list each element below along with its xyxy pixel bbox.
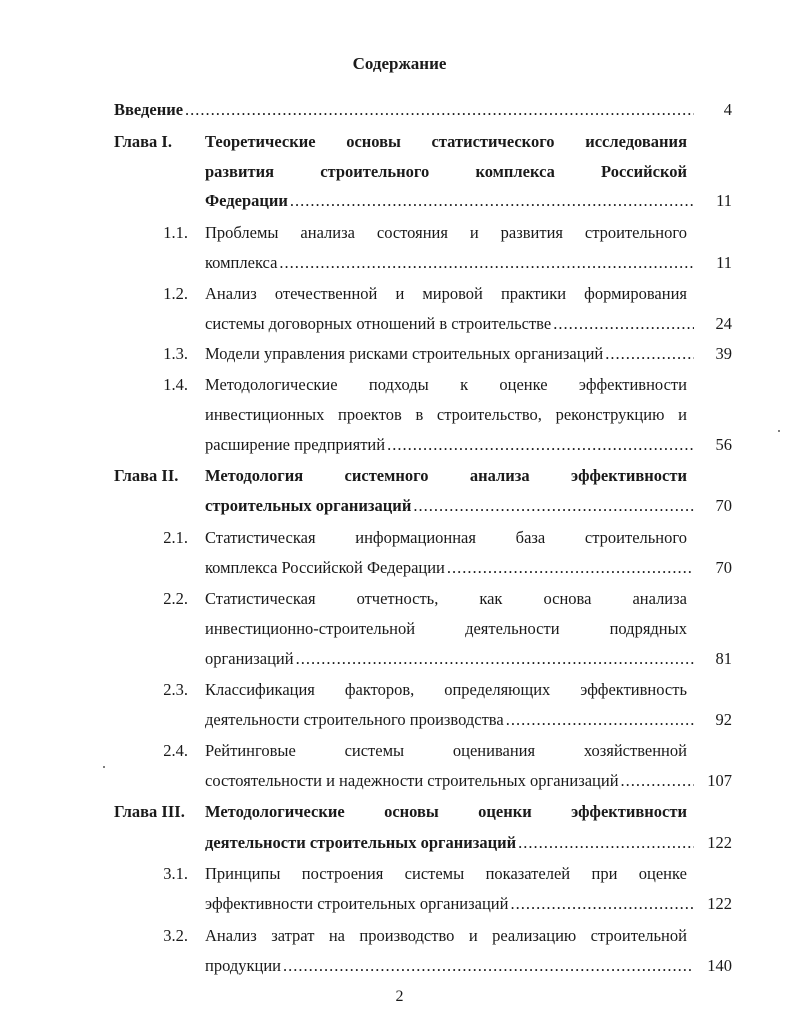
toc-title-line <box>205 862 687 886</box>
word: и <box>469 223 479 242</box>
word: и <box>395 284 405 303</box>
toc-title-line <box>205 678 687 702</box>
word: инвестиционно-строительной <box>205 619 416 638</box>
toc-leader <box>114 98 694 122</box>
word: Теоретические <box>205 132 316 151</box>
word: подрядных <box>609 619 687 638</box>
toc-leader <box>205 954 694 978</box>
toc-page: 122 <box>707 894 732 913</box>
toc-title: состоятельности и надежности строительных организаций <box>205 771 619 790</box>
toc-entry-intro[interactable] <box>0 98 799 122</box>
word: основа <box>543 589 592 608</box>
section-number: 1.4. <box>163 375 188 394</box>
chapter-label: Глава III. <box>114 802 185 821</box>
toc-entry-3-2[interactable] <box>0 924 799 948</box>
section-number: 2.2. <box>163 589 188 608</box>
word: при <box>591 864 618 883</box>
word: строительного <box>320 162 430 181</box>
word: практики <box>500 284 567 303</box>
toc-title: деятельности строительного производства <box>205 710 504 729</box>
toc-entry-3-2-line2 <box>0 954 799 978</box>
toc-title-line <box>205 617 687 641</box>
toc-entry-3-1-line2 <box>0 892 799 916</box>
word: деятельности <box>465 619 560 638</box>
toc-page: 140 <box>707 956 732 975</box>
section-number: 3.2. <box>163 926 188 945</box>
word: реконструкцию <box>555 405 665 424</box>
word: системного <box>344 466 429 485</box>
word: строительного <box>584 528 687 547</box>
word: как <box>479 589 503 608</box>
word: статистического <box>431 132 555 151</box>
word: Методология <box>205 466 304 485</box>
toc-entry-3-1[interactable] <box>0 862 799 886</box>
word: Проблемы <box>205 223 279 242</box>
word: и <box>468 926 478 945</box>
toc-page: 24 <box>715 314 732 333</box>
word: эффективности <box>571 802 687 821</box>
toc-title-line <box>205 526 687 550</box>
section-number: 3.1. <box>163 864 188 883</box>
toc-leader <box>205 556 694 580</box>
toc-entry-chapter-2-line2 <box>0 494 799 518</box>
toc-page: 11 <box>716 253 732 272</box>
toc-page: 122 <box>707 833 732 852</box>
toc-title-line <box>205 282 687 306</box>
word: реализацию <box>492 926 577 945</box>
word: в <box>415 405 424 424</box>
toc-leader <box>205 433 694 457</box>
word: анализа <box>469 466 530 485</box>
word: анализа <box>300 223 355 242</box>
toc-entry-1-2-line2 <box>0 312 799 336</box>
toc-leader <box>205 189 694 213</box>
word: инвестиционных <box>205 405 325 424</box>
word: Методологические <box>205 802 345 821</box>
word: эффективности <box>578 375 687 394</box>
toc-title: Введение <box>114 100 184 119</box>
toc-title-line <box>205 221 687 245</box>
toc-entry-1-1[interactable] <box>0 221 799 245</box>
toc-title: деятельности строительных организаций <box>205 833 517 852</box>
toc-leader <box>205 494 694 518</box>
word: основы <box>346 132 401 151</box>
page-number: 2 <box>395 988 404 1005</box>
toc-page: 81 <box>715 649 732 668</box>
toc-entry-1-3[interactable] <box>0 342 799 366</box>
toc-page: 11 <box>716 191 732 210</box>
toc-title-line <box>205 130 687 154</box>
word: эффективности <box>571 466 687 485</box>
toc-entry-1-4[interactable] <box>0 373 799 397</box>
toc-title-line <box>205 464 687 488</box>
toc-entry-1-2[interactable] <box>0 282 799 306</box>
toc-entry-1-1-line2 <box>0 251 799 275</box>
toc-title: продукции <box>205 956 282 975</box>
toc-entry-chapter-1[interactable] <box>0 130 799 154</box>
word: анализа <box>632 589 687 608</box>
section-number: 1.2. <box>163 284 188 303</box>
word: затрат <box>271 926 315 945</box>
word: Статистическая <box>205 528 316 547</box>
toc-title: комплекса <box>205 253 278 272</box>
toc-entry-2-2-line3 <box>0 647 799 671</box>
toc-page: 39 <box>715 344 732 363</box>
toc-title: системы договорных отношений в строительстве <box>205 314 552 333</box>
word: определяющих <box>444 680 551 699</box>
word: оценке <box>499 375 548 394</box>
word: проектов <box>338 405 402 424</box>
scan-speck <box>778 430 780 432</box>
chapter-label: Глава I. <box>114 132 172 151</box>
toc-entry-chapter-3[interactable] <box>0 800 799 824</box>
word: Классификация <box>205 680 315 699</box>
word: производство <box>359 926 455 945</box>
toc-page: 92 <box>715 710 732 729</box>
word: строительного <box>584 223 687 242</box>
word: Принципы <box>205 864 281 883</box>
word: системы <box>344 741 405 760</box>
word: на <box>328 926 345 945</box>
word: оценки <box>478 802 532 821</box>
word: и <box>678 405 687 424</box>
word: факторов, <box>344 680 415 699</box>
word: основы <box>384 802 439 821</box>
word: развития <box>205 162 275 181</box>
toc-page: 70 <box>715 496 732 515</box>
toc-title: комплекса Российской Федерации <box>205 558 445 577</box>
word: Анализ <box>205 284 257 303</box>
toc-leader <box>205 342 694 366</box>
section-number: 1.3. <box>163 344 188 363</box>
word: формирования <box>584 284 687 303</box>
toc-entry-2-1-line2 <box>0 556 799 580</box>
toc-entry-2-3-line2 <box>0 708 799 732</box>
word: мировой <box>422 284 483 303</box>
toc-leader <box>205 831 694 855</box>
chapter-label: Глава II. <box>114 466 179 485</box>
word: эффективность <box>580 680 687 699</box>
toc-entry-1-4-line2 <box>0 403 799 427</box>
toc-title: расширение предприятий <box>205 435 386 454</box>
toc-entry-chapter-1-line2 <box>0 160 799 184</box>
toc-leader <box>205 769 694 793</box>
word: состояния <box>376 223 448 242</box>
toc-page: 4 <box>723 100 732 119</box>
toc-title: эффективности строительных организаций <box>205 894 509 913</box>
word: хозяйственной <box>583 741 687 760</box>
word: комплекса <box>475 162 555 181</box>
toc-leader <box>205 708 694 732</box>
toc-entry-2-2-line2 <box>0 617 799 641</box>
word: исследования <box>585 132 687 151</box>
toc-title-line <box>205 160 687 184</box>
toc-entry-chapter-1-line3 <box>0 189 799 213</box>
toc-title-line <box>205 403 687 427</box>
word: подходы <box>368 375 429 394</box>
toc-title-line <box>205 924 687 948</box>
toc-title: строительных организаций <box>205 496 412 515</box>
toc-leader <box>205 312 694 336</box>
word: к <box>460 375 469 394</box>
word: база <box>515 528 546 547</box>
word: развития <box>500 223 563 242</box>
scan-speck <box>103 766 105 768</box>
toc-entry-chapter-3-line2 <box>0 831 799 855</box>
toc-entry-2-4-line2 <box>0 769 799 793</box>
toc-leader <box>205 647 694 671</box>
toc-title-line <box>205 800 687 824</box>
word: отечественной <box>274 284 378 303</box>
section-number: 2.1. <box>163 528 188 547</box>
word: Анализ <box>205 926 257 945</box>
word: Рейтинговые <box>205 741 296 760</box>
toc-leader <box>205 892 694 916</box>
section-number: 1.1. <box>163 223 188 242</box>
toc-title: Федерации <box>205 191 288 210</box>
toc-entry-2-3[interactable] <box>0 678 799 702</box>
word: строительство, <box>436 405 542 424</box>
toc-entry-2-2[interactable] <box>0 587 799 611</box>
word: оценивания <box>452 741 536 760</box>
toc-title: организаций <box>205 649 294 668</box>
word: построения <box>301 864 384 883</box>
toc-page: 70 <box>715 558 732 577</box>
word: оценке <box>638 864 687 883</box>
word: строительной <box>590 926 687 945</box>
word: Статистическая <box>205 589 316 608</box>
toc-title: Модели управления рисками строительных организаций <box>205 344 604 363</box>
toc-title-line <box>205 739 687 763</box>
toc-entry-chapter-2[interactable] <box>0 464 799 488</box>
toc-page: 107 <box>707 771 732 790</box>
toc-title-line <box>205 587 687 611</box>
toc-page: 56 <box>715 435 732 454</box>
toc-title-line <box>205 373 687 397</box>
section-number: 2.4. <box>163 741 188 760</box>
word: информационная <box>355 528 476 547</box>
word: отчетность, <box>356 589 439 608</box>
word: системы <box>404 864 465 883</box>
toc-entry-2-1[interactable] <box>0 526 799 550</box>
toc-entry-1-4-line3 <box>0 433 799 457</box>
word: Методологические <box>205 375 338 394</box>
toc-leader <box>205 251 694 275</box>
section-number: 2.3. <box>163 680 188 699</box>
word: Российской <box>601 162 687 181</box>
page-title: Содержание <box>352 54 447 73</box>
word: показателей <box>485 864 571 883</box>
toc-entry-2-4[interactable] <box>0 739 799 763</box>
